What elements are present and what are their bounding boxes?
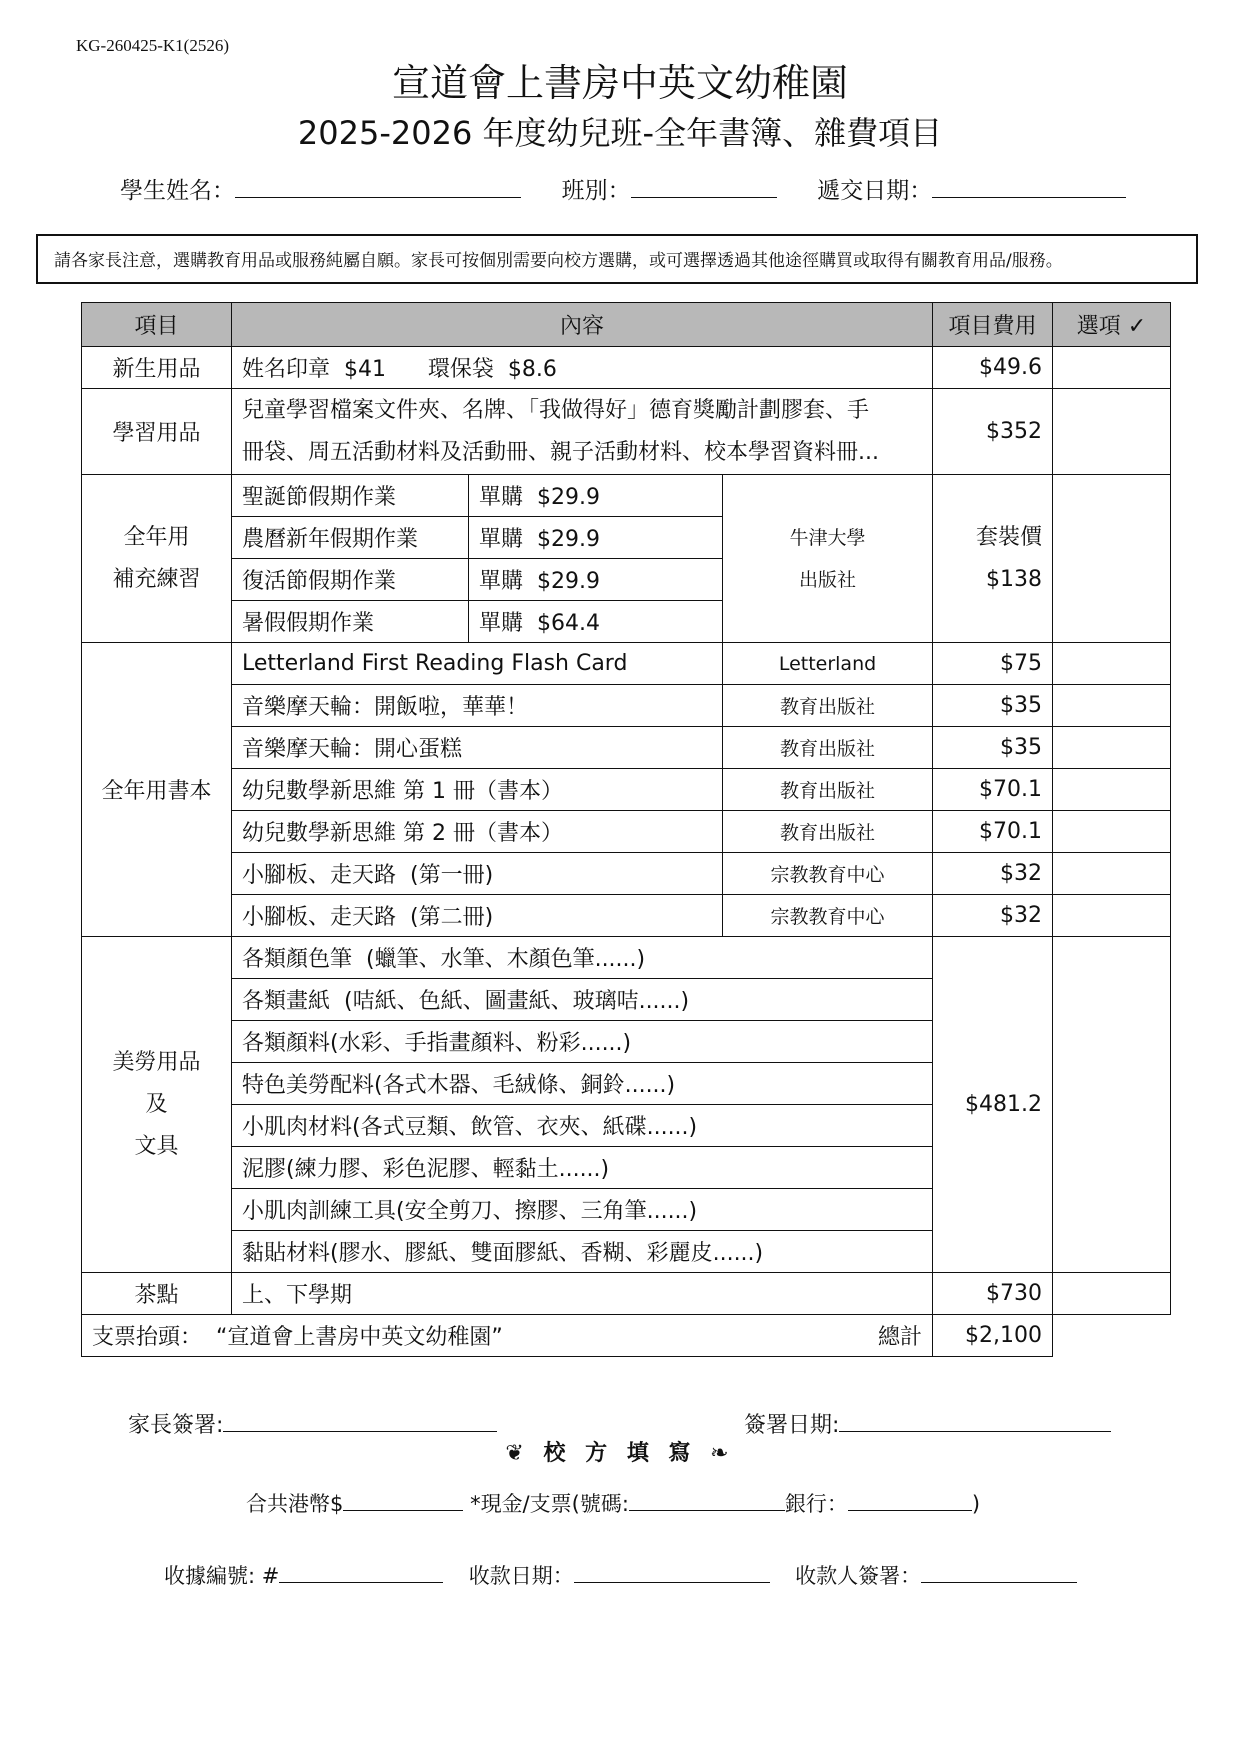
book-name: Letterland First Reading Flash Card: [232, 643, 723, 685]
book-fee: $35: [933, 685, 1053, 727]
supplement-price: 單購 $29.9: [469, 475, 723, 517]
receipt-row: [164, 1560, 1077, 1590]
book-publisher: 宗教教育中心: [723, 853, 933, 895]
payment-row: [246, 1488, 980, 1518]
category-books: 全年用書本: [82, 643, 232, 937]
table-row: [82, 937, 1171, 979]
art-item: 各類畫紙 (咭紙、色紙、圖畫紙、玻璃咭......): [232, 979, 933, 1021]
category-label-line: 及: [145, 1091, 168, 1117]
student-name-field[interactable]: [235, 177, 521, 198]
school-title: 宣道會上書房中英文幼稚園: [391, 61, 848, 105]
header-content: 內容: [232, 303, 933, 347]
book-publisher: 宗教教育中心: [723, 895, 933, 937]
header-item: 項目: [82, 303, 232, 347]
table-header-row: [82, 303, 1171, 347]
book-publisher: 教育出版社: [723, 685, 933, 727]
parent-signature-row: [128, 1408, 497, 1439]
cheque-number-field[interactable]: [629, 1492, 785, 1511]
table-footer-row: [82, 1315, 1171, 1357]
category-art: [82, 937, 232, 1273]
cheque-payee: 支票抬頭： “宣道會上書房中英文幼稚園”: [82, 1315, 723, 1357]
student-name-label: 學生姓名：: [120, 178, 235, 204]
supplement-price: 單購 $29.9: [469, 517, 723, 559]
option-checkbox[interactable]: [1053, 347, 1171, 389]
category-new-student: 新生用品: [82, 347, 232, 389]
row-fee: $352: [933, 389, 1053, 475]
receipt-number-label: 收據編號: #: [164, 1564, 280, 1588]
book-publisher: 教育出版社: [723, 769, 933, 811]
row-fee: $730: [933, 1273, 1053, 1315]
category-supplement: [82, 475, 232, 643]
book-name: 幼兒數學新思維 第 1 冊（書本）: [232, 769, 723, 811]
header-fee: 項目費用: [933, 303, 1053, 347]
option-checkbox[interactable]: [1053, 389, 1171, 475]
amount-label: 合共港幣$: [246, 1492, 344, 1516]
content-line: 冊袋、周五活動材料及活動冊、親子活動材料、校本學習資料冊...: [242, 439, 879, 465]
option-checkbox[interactable]: [1053, 727, 1171, 769]
art-item: 特色美勞配料(各式木器、毛絨條、銅鈴......): [232, 1063, 933, 1105]
option-checkbox[interactable]: [1053, 769, 1171, 811]
receiver-signature-label: 收款人簽署：: [795, 1564, 922, 1588]
row-content: 姓名印章 $41 環保袋 $8.6: [232, 347, 933, 389]
book-fee: $32: [933, 895, 1053, 937]
book-publisher: Letterland: [723, 643, 933, 685]
parent-signature-field[interactable]: [223, 1413, 497, 1432]
table-row: [82, 1273, 1171, 1315]
row-content: [232, 389, 933, 475]
book-name: 幼兒數學新思維 第 2 冊（書本）: [232, 811, 723, 853]
option-checkbox[interactable]: [1053, 895, 1171, 937]
header-option: 選項 ✓: [1053, 303, 1171, 347]
sign-date-label: 簽署日期:: [744, 1413, 840, 1438]
book-name: 小腳板、走天路 (第二冊): [232, 895, 723, 937]
option-checkbox[interactable]: [1053, 685, 1171, 727]
book-name: 音樂摩天輪：開飯啦，華華！: [232, 685, 723, 727]
art-item: 各類顏料(水彩、手指畫顏料、粉彩......): [232, 1021, 933, 1063]
publisher-line: 出版社: [798, 568, 856, 591]
art-item: 黏貼材料(膠水、膠紙、雙面膠紙、香糊、彩麗皮......): [232, 1231, 933, 1273]
total-amount: $2,100: [933, 1315, 1053, 1357]
table-row: [82, 769, 1171, 811]
supplement-name: 暑假假期作業: [232, 601, 469, 643]
table-row: [82, 475, 1171, 517]
ornament-left-icon: ❦: [505, 1441, 530, 1466]
book-fee: $75: [933, 643, 1053, 685]
option-checkbox[interactable]: [1053, 811, 1171, 853]
row-content: 上、下學期: [232, 1273, 933, 1315]
table-row: [82, 895, 1171, 937]
book-fee: $35: [933, 727, 1053, 769]
document-code: KG-260425-K1(2526): [76, 36, 229, 55]
receipt-date-field[interactable]: [574, 1564, 770, 1583]
total-label: 總計: [723, 1315, 933, 1357]
option-checkbox[interactable]: [1053, 643, 1171, 685]
option-checkbox[interactable]: [1053, 937, 1171, 1273]
class-label: 班別：: [561, 178, 631, 204]
content-line: 兒童學習檔案文件夾、名牌、「我做得好」德育獎勵計劃膠套、手: [242, 397, 870, 423]
supplement-name: 聖誕節假期作業: [232, 475, 469, 517]
book-fee: $70.1: [933, 811, 1053, 853]
supplement-publisher: [723, 475, 933, 643]
payment-method-label: *現金/支票(號碼:: [470, 1492, 629, 1516]
book-fee: $32: [933, 853, 1053, 895]
category-learning: 學習用品: [82, 389, 232, 475]
art-item: 泥膠(練力膠、彩色泥膠、輕黏土......): [232, 1147, 933, 1189]
supplement-name: 農曆新年假期作業: [232, 517, 469, 559]
bank-label: 銀行：: [784, 1492, 848, 1516]
fee-line: $138: [986, 566, 1042, 592]
table-row: [82, 727, 1171, 769]
bank-close: ): [971, 1492, 981, 1516]
supplement-name: 復活節假期作業: [232, 559, 469, 601]
school-use-heading: [0, 1436, 1240, 1467]
amount-field[interactable]: [343, 1492, 463, 1511]
option-checkbox[interactable]: [1053, 853, 1171, 895]
ornament-right-icon: ❧: [710, 1441, 735, 1466]
book-fee: $70.1: [933, 769, 1053, 811]
parent-signature-label: 家長簽署:: [128, 1413, 224, 1438]
fee-table: [81, 302, 1171, 1357]
form-subtitle: 2025-2026 年度幼兒班-全年書簿、雜費項目: [297, 114, 943, 152]
sign-date-row: [744, 1408, 1111, 1439]
art-item: 小肌肉訓練工具(安全剪刀、擦膠、三角筆......): [232, 1189, 933, 1231]
table-row: [82, 389, 1171, 475]
publisher-line: 牛津大學: [789, 526, 866, 549]
school-use-label: 校 方 填 寫: [543, 1441, 697, 1466]
parent-notice: 請各家長注意，選購教育用品或服務純屬自願。家長可按個別需要向校方選購，或可選擇透過其他途徑購買或取得有關教育用品/服務。: [36, 234, 1198, 284]
book-name: 小腳板、走天路 (第一冊): [232, 853, 723, 895]
sign-date-field[interactable]: [839, 1413, 1111, 1432]
submit-date-field[interactable]: [932, 177, 1126, 198]
fee-line: 套裝價: [975, 524, 1042, 550]
bank-field[interactable]: [848, 1492, 972, 1511]
book-name: 音樂摩天輪：開心蛋糕: [232, 727, 723, 769]
category-label-line: 全年用: [123, 524, 190, 550]
book-publisher: 教育出版社: [723, 811, 933, 853]
art-item: 小肌肉材料(各式豆類、飲管、衣夾、紙碟......): [232, 1105, 933, 1147]
submit-date-label: 遞交日期：: [817, 178, 933, 204]
supplement-price: 單購 $64.4: [469, 601, 723, 643]
art-item: 各類顏色筆 (蠟筆、水筆、木顏色筆......): [232, 937, 933, 979]
category-label-line: 補充練習: [112, 566, 201, 592]
receiver-signature-field[interactable]: [921, 1564, 1077, 1583]
class-field[interactable]: [631, 177, 777, 198]
table-row: [82, 811, 1171, 853]
option-checkbox[interactable]: [1053, 1273, 1171, 1315]
art-fee: $481.2: [933, 937, 1053, 1273]
category-snack: 茶點: [82, 1273, 232, 1315]
receipt-date-label: 收款日期：: [468, 1564, 574, 1588]
table-row: [82, 643, 1171, 685]
supplement-fee: [933, 475, 1053, 643]
row-fee: $49.6: [933, 347, 1053, 389]
table-row: [82, 347, 1171, 389]
category-label-line: 文具: [134, 1133, 179, 1159]
supplement-price: 單購 $29.9: [469, 559, 723, 601]
receipt-number-field[interactable]: [279, 1564, 443, 1583]
option-checkbox[interactable]: [1053, 475, 1171, 643]
footer-blank: [1053, 1315, 1171, 1357]
category-label-line: 美勞用品: [112, 1049, 201, 1075]
table-row: [82, 853, 1171, 895]
table-row: [82, 685, 1171, 727]
book-publisher: 教育出版社: [723, 727, 933, 769]
student-info-row: [120, 172, 1126, 205]
